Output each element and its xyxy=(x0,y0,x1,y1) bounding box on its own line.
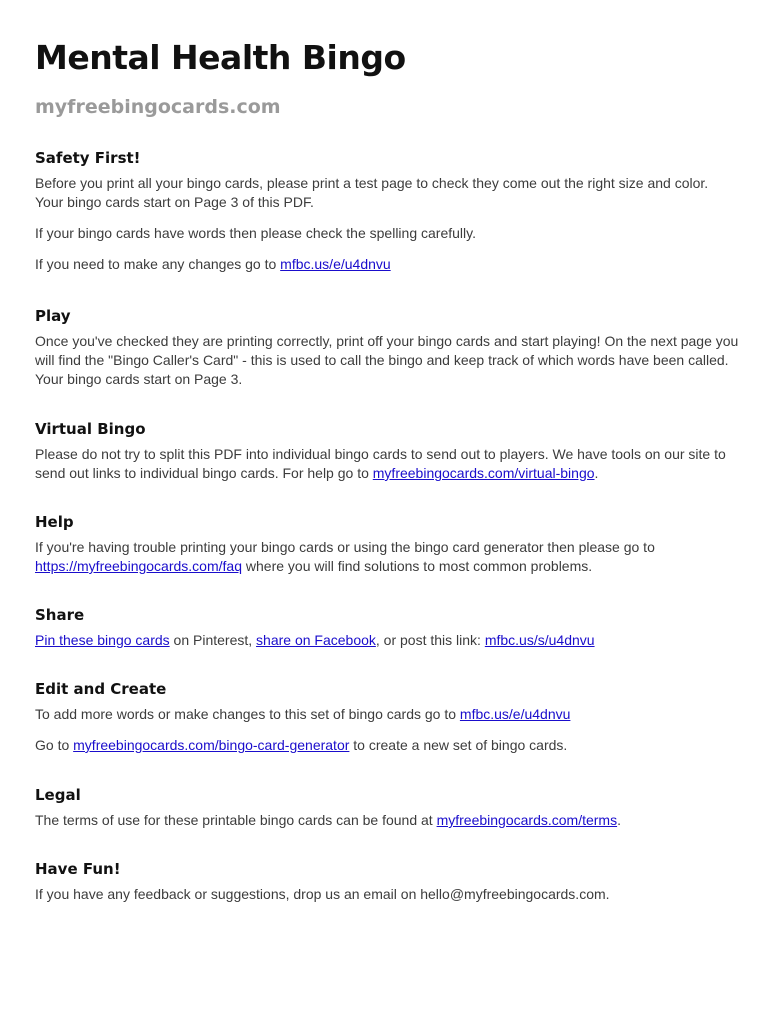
section-heading: Play xyxy=(35,307,71,325)
paragraph: Once you've checked they are printing correctly, print off your bingo cards and start playing! On the next page you will find the "Bingo Caller's Card" - this is used to call the bingo and keep track of which words have been called. Your bingo cards start on Page 3. xyxy=(35,333,739,387)
section-edit-and-create xyxy=(35,679,740,767)
section-safety-first xyxy=(35,148,740,286)
edit-link[interactable]: mfbc.us/e/u4dnvu xyxy=(280,256,391,272)
edit-link[interactable]: mfbc.us/e/u4dnvu xyxy=(459,706,571,722)
section-heading: Virtual Bingo xyxy=(35,420,146,438)
paragraph: Before you print all your bingo cards, please print a test page to check they come out the right size and color. Your bingo cards start on Page 3 of this PDF. xyxy=(35,175,709,210)
paragraph xyxy=(35,445,740,483)
paragraph xyxy=(35,705,740,724)
text: To add more words or make changes to this set of bingo cards go to xyxy=(35,706,460,722)
paragraph xyxy=(35,811,740,830)
paragraph: If your bingo cards have words then please check the spelling carefully. xyxy=(35,225,476,241)
site-name: myfreebingocards.com xyxy=(35,96,281,118)
facebook-link[interactable]: share on Facebook xyxy=(256,632,376,648)
share-link[interactable]: mfbc.us/s/u4dnvu xyxy=(484,632,595,648)
section-heading: Help xyxy=(35,513,74,531)
paragraph xyxy=(35,631,740,650)
paragraph xyxy=(35,255,740,274)
faq-link[interactable]: https://myfreebingocards.com/faq xyxy=(35,558,242,574)
virtual-bingo-link[interactable]: myfreebingocards.com/virtual-bingo xyxy=(372,465,595,481)
section-play xyxy=(35,306,740,401)
terms-link[interactable]: myfreebingocards.com/terms xyxy=(436,812,618,828)
text: If you're having trouble printing your bingo cards or using the bingo card generator then please go to xyxy=(35,539,655,555)
generator-link[interactable]: myfreebingocards.com/bingo-card-generator xyxy=(73,737,350,753)
section-heading: Safety First! xyxy=(35,149,141,167)
text: Please do not try to split this PDF into individual bingo cards to send out to players. We have tools on our site to send out links to individual bingo cards. For help go to xyxy=(35,446,726,481)
section-heading: Legal xyxy=(35,786,81,804)
pinterest-link[interactable]: Pin these bingo cards xyxy=(35,632,170,648)
paragraph xyxy=(35,736,740,755)
text: where you will find solutions to most common problems. xyxy=(242,558,593,574)
page-title: Mental Health Bingo xyxy=(35,38,406,77)
text: to create a new set of bingo cards. xyxy=(349,737,568,753)
text: Go to xyxy=(35,737,74,753)
text: on Pinterest, xyxy=(169,632,257,648)
section-have-fun xyxy=(35,859,740,916)
paragraph: If you have any feedback or suggestions, drop us an email on hello@myfreebingocards.com. xyxy=(35,886,610,902)
text: , or post this link: xyxy=(375,632,485,648)
text: If you need to make any changes go to xyxy=(35,256,281,272)
document-page xyxy=(35,36,740,902)
section-heading: Have Fun! xyxy=(35,860,121,878)
text: . xyxy=(594,465,599,481)
text: . xyxy=(617,812,621,828)
paragraph xyxy=(35,538,740,576)
section-help xyxy=(35,512,740,588)
section-virtual-bingo xyxy=(35,419,740,495)
text: The terms of use for these printable bingo cards can be found at xyxy=(35,812,437,828)
section-heading: Share xyxy=(35,606,85,624)
section-share xyxy=(35,605,740,662)
section-legal xyxy=(35,785,740,842)
section-heading: Edit and Create xyxy=(35,680,167,698)
